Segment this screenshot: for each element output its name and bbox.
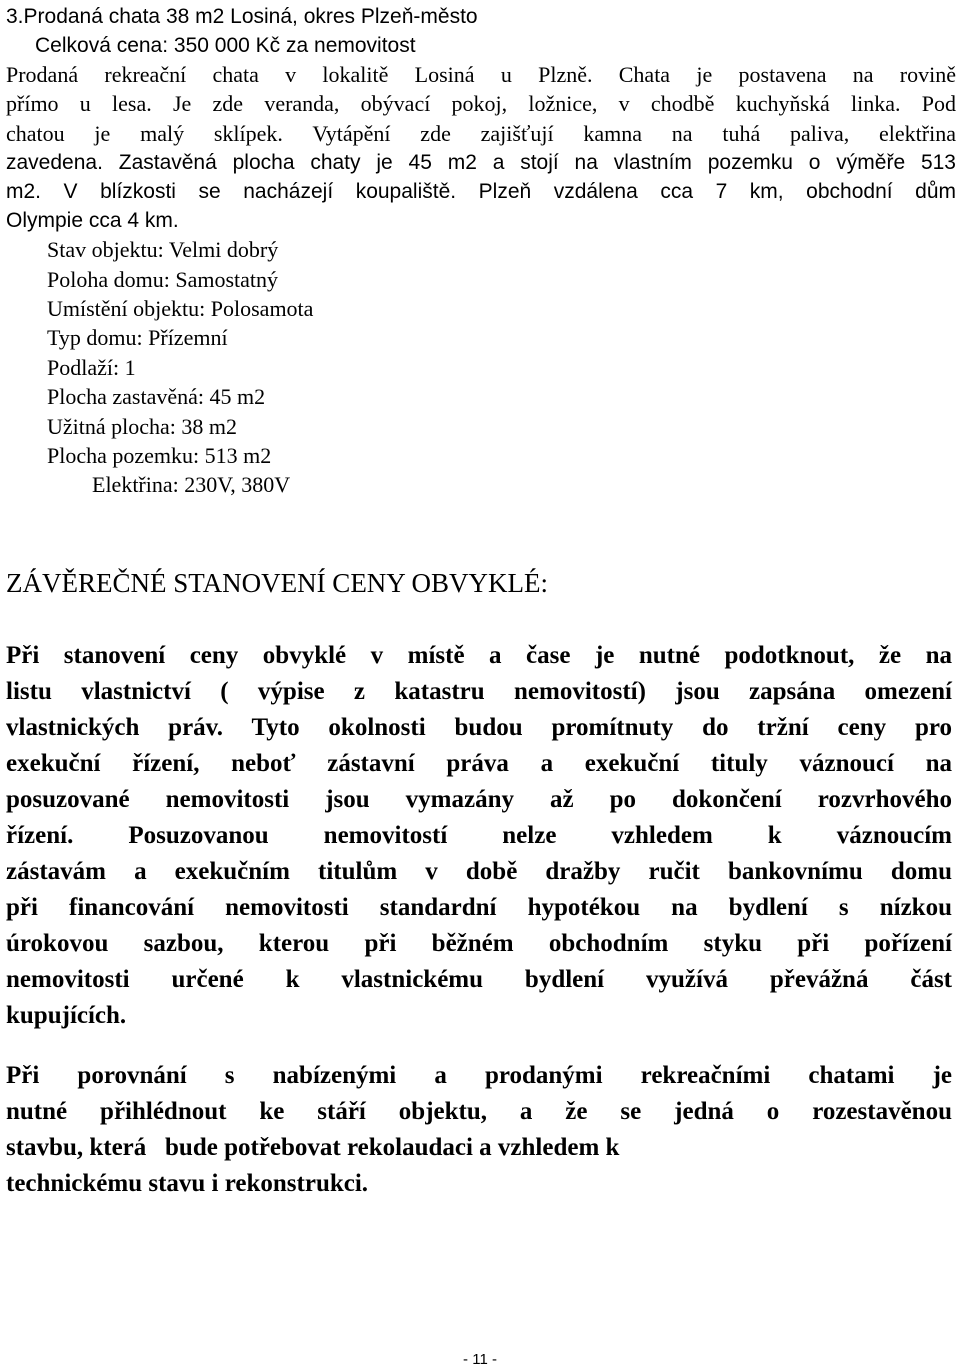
paragraph-line: při financování nemovitosti standardní hypotékou na bydlení s nízkou xyxy=(6,894,952,921)
property-item: Podlaží: 1 xyxy=(47,354,136,380)
listing-heading: 3.Prodaná chata 38 m2 Losiná, okres Plzeň-město xyxy=(6,5,478,28)
property-item: Poloha domu: Samostatný xyxy=(47,266,278,292)
listing-description-line: m2. V blízkosti se nacházejí koupaliště. Plzeň vzdálena cca 7 km, obchodní dům xyxy=(6,180,956,204)
property-item: Stav objektu: Velmi dobrý xyxy=(47,237,279,263)
conclusion-paragraph-1 xyxy=(6,638,952,1034)
paragraph-line: kupujících. xyxy=(6,1002,127,1029)
page-number xyxy=(0,1352,960,1368)
paragraph-line: úrokovou sazbou, kterou při běžném obchodním styku při pořízení xyxy=(6,930,952,957)
paragraph-line: technickému stavu i rekonstrukci. xyxy=(6,1170,369,1197)
property-item: Typ domu: Přízemní xyxy=(47,325,228,351)
listing-description-line: přímo u lesa. Je zde veranda, obývací pokoj, ložnice, v chodbě kuchyňská linka. Pod xyxy=(6,91,956,117)
property-item: Užitná plocha: 38 m2 xyxy=(47,413,238,439)
listing-description-line: zavedena. Zastavěná plocha chaty je 45 m2 a stojí na vlastním pozemku o výměře 513 xyxy=(6,151,956,175)
page-number-text: - 11 - xyxy=(463,1351,497,1368)
paragraph-line: listu vlastnictví ( výpise z katastru nemovitostí) jsou zapsána omezení xyxy=(6,678,952,705)
paragraph-line: řízení. Posuzovanou nemovitostí nelze vzhledem k váznoucím xyxy=(6,822,952,849)
paragraph-line: Při stanovení ceny obvyklé v místě a čase je nutné podotknout, že na xyxy=(6,642,952,669)
paragraph-line: nemovitosti určené k vlastnickému bydlení využívá převážná část xyxy=(6,966,952,993)
listing-total-price: Celková cena: 350 000 Kč za nemovitost xyxy=(35,34,416,57)
property-electricity: Elektřina: 230V, 380V xyxy=(92,472,291,498)
paragraph-line: zástavám a exekučním titulům v době dražby ručit bankovnímu domu xyxy=(6,858,952,885)
paragraph-line: Při porovnání s nabízenými a prodanými rekreačními chatami je xyxy=(6,1062,952,1089)
paragraph-line: posuzované nemovitosti jsou vymazány až po dokončení rozvrhového xyxy=(6,786,952,813)
paragraph-line: stavbu, která bude potřebovat rekolaudaci a vzhledem k xyxy=(6,1134,620,1161)
listing-description-line: Prodaná rekreační chata v lokalitě Losiná u Plzně. Chata je postavena na rovině xyxy=(6,62,956,87)
paragraph-line: nutné přihlédnout ke stáří objektu, a že se jedná o rozestavěnou xyxy=(6,1098,952,1125)
paragraph-line: vlastnických práv. Tyto okolnosti budou promítnuty do tržní ceny pro xyxy=(6,714,952,741)
listing-description-line: chatou je malý sklípek. Vytápění zde zajišťují kamna na tuhá paliva, elektřina xyxy=(6,120,956,146)
property-item: Plocha zastavěná: 45 m2 xyxy=(47,384,266,410)
property-item: Plocha pozemku: 513 m2 xyxy=(47,443,272,469)
conclusion-paragraph-2 xyxy=(6,1058,952,1202)
listing-description-line: Olympie cca 4 km. xyxy=(6,209,179,233)
paragraph-line: exekuční řízení, neboť zástavní práva a exekuční tituly váznoucí na xyxy=(6,750,952,777)
conclusion-heading: ZÁVĚREČNÉ STANOVENÍ CENY OBVYKLÉ: xyxy=(6,568,549,598)
property-item: Umístění objektu: Polosamota xyxy=(47,296,314,322)
property-listing xyxy=(6,2,956,500)
